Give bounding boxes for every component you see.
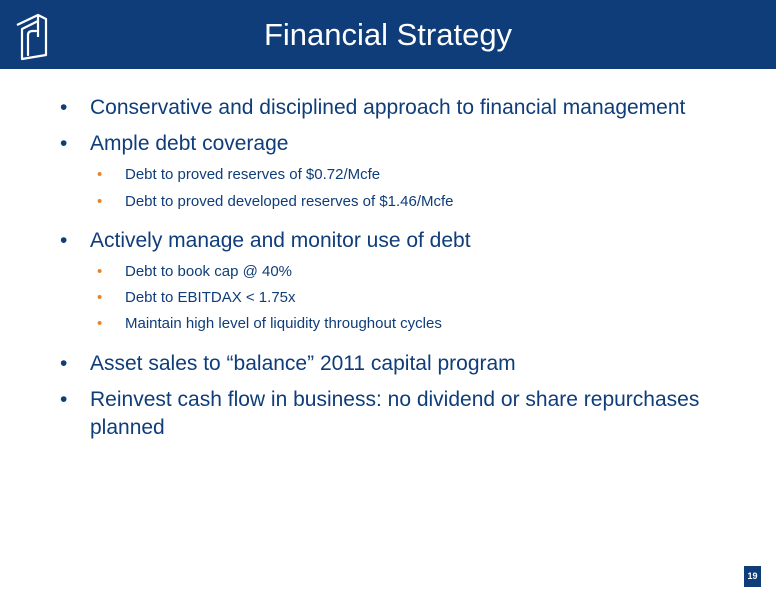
sub-bullet-text: Debt to proved developed reserves of $1.46/Mcfe bbox=[125, 193, 454, 210]
bullet-text: Ample debt coverage bbox=[90, 132, 289, 155]
bullet-item bbox=[60, 350, 750, 378]
bullet-marker: • bbox=[60, 388, 68, 411]
page-number: 19 bbox=[744, 566, 761, 587]
sub-bullet-marker: • bbox=[97, 289, 103, 306]
bullet-text: Asset sales to “balance” 2011 capital program bbox=[90, 352, 516, 375]
bullet-marker: • bbox=[60, 132, 68, 155]
sub-bullet-marker: • bbox=[97, 315, 103, 332]
bullet-item bbox=[60, 227, 750, 255]
sub-bullet-marker: • bbox=[97, 166, 103, 183]
bullet-text: Reinvest cash flow in business: no dividend or share repurchases planned bbox=[90, 388, 700, 439]
bullet-text: Conservative and disciplined approach to financial management bbox=[90, 96, 686, 119]
bullet-item bbox=[60, 94, 750, 122]
sub-bullet-text: Maintain high level of liquidity throughout cycles bbox=[125, 315, 442, 332]
bullet-list bbox=[60, 94, 750, 442]
sub-bullet-item bbox=[60, 165, 750, 185]
sub-bullet-item bbox=[60, 288, 750, 308]
sub-bullet-marker: • bbox=[97, 193, 103, 210]
sub-bullet-marker: • bbox=[97, 263, 103, 280]
bullet-text: Actively manage and monitor use of debt bbox=[90, 229, 471, 252]
sub-bullet-text: Debt to book cap @ 40% bbox=[125, 263, 292, 280]
slide-header bbox=[0, 0, 776, 69]
slide-title: Financial Strategy bbox=[263, 17, 513, 52]
sub-bullet-text: Debt to EBITDAX < 1.75x bbox=[125, 289, 296, 306]
sub-bullet-item bbox=[60, 262, 750, 282]
bullet-marker: • bbox=[60, 229, 68, 252]
bullet-item bbox=[60, 386, 750, 442]
sub-bullet-item bbox=[60, 314, 750, 334]
bullet-item bbox=[60, 130, 750, 158]
sub-bullet-item bbox=[60, 192, 750, 212]
bullet-marker: • bbox=[60, 352, 68, 375]
bullet-marker: • bbox=[60, 96, 68, 119]
sub-bullet-text: Debt to proved reserves of $0.72/Mcfe bbox=[125, 166, 381, 183]
